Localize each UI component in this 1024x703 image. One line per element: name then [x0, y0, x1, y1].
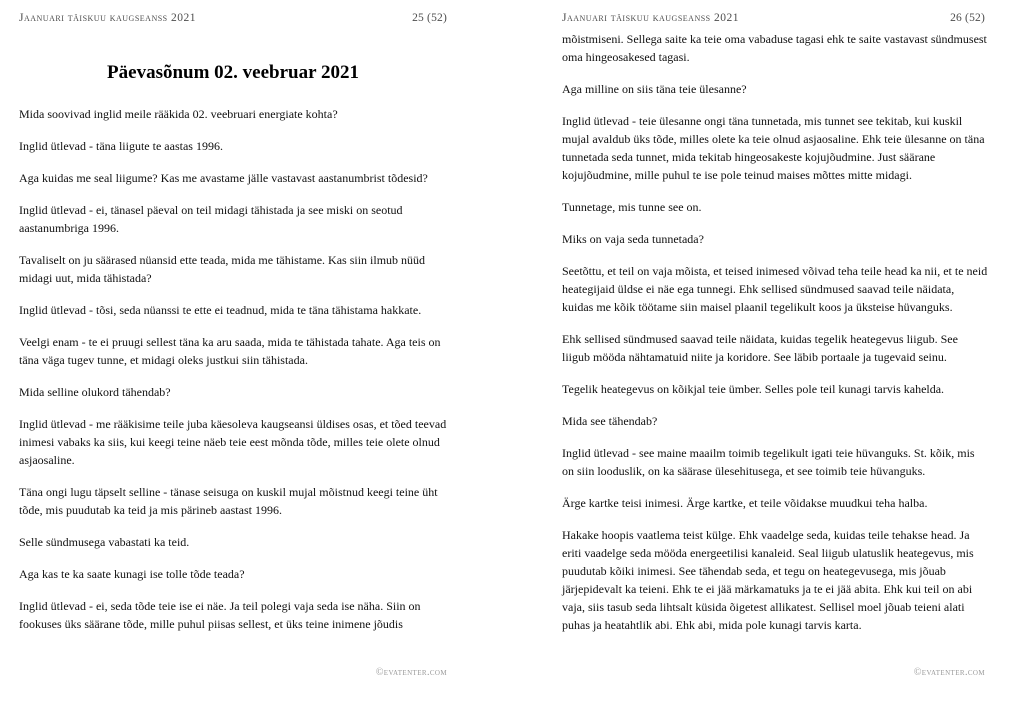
- paragraph: Aga milline on siis täna teie ülesanne?: [562, 82, 747, 96]
- paragraph: Tegelik heategevus on kõikjal teie ümber. Selles pole teil kunagi tarvis kahelda.: [562, 382, 945, 396]
- paragraph: Inglid ütlevad - ei, seda tõde teie ise ei näe. Ja teil polegi vaja seda ise näha. Siin on fookuses üks säärane tõde, mille puhul piisas sellest, et üks teine inimene jõudis: [19, 599, 421, 631]
- paragraph: Hakake hoopis vaatlema teist külge. Ehk vaadelge seda, kuidas teile tehakse head. Ja eriti vaadelge seda mööda energeetilisi kanaleid. Seal liigub ulatuslik heategevus, mis puudutab kõiki inimesi. See tähendab seda, et tegu on heategevusega, mis jõuab järjepidevalt ka teieni. Ehk te ei jää märkamatuks ja te ei jää abita. Ehk kui teil on abi vaja, siis tasub seda lihtsalt küsida õigetest allikatest. Sellisel moel jõuab teieni alati puhas ja heatahtlik abi. Ehk abi, mida pole kunagi tarvis karta.: [562, 528, 974, 632]
- paragraph: Tunnetage, mis tunne see on.: [562, 200, 702, 214]
- paragraph: Inglid ütlevad - täna liigute te aastas 1996.: [19, 139, 223, 153]
- running-header: [562, 12, 985, 24]
- paragraph: Seetõttu, et teil on vaja mõista, et teised inimesed võivad teha teile head ka nii, et te neid heategijaid üldse ei näe ega tunnegi. Ehk sellised sündmused saavad teile näidata, kuidas me kõik töötame siin maisel plaanil tegelikult koos ja üksteise hüvanguks.: [562, 264, 988, 314]
- paragraph: Täna ongi lugu täpselt selline - tänase seisuga on kuskil mujal mõistnud keegi teine üht tõde, mis puudutab ka teid ja mis pärineb aastast 1996.: [19, 485, 438, 517]
- paragraph: Selle sündmusega vabastati ka teid.: [19, 535, 190, 549]
- paragraph: Inglid ütlevad - see maine maailm toimib tegelikult igati teie hüvanguks. St. kõik, mis on siin looduslik, on ka säärase ülesehitusega, et see toimib teie hüvanguks.: [562, 446, 975, 478]
- running-header: [19, 12, 447, 24]
- page-number: 25 (52): [412, 12, 447, 24]
- paragraph: Ärge kartke teisi inimesi. Ärge kartke, et teile võidakse muudkui teha halba.: [562, 496, 928, 510]
- page-number: 26 (52): [950, 12, 985, 24]
- paragraph: Inglid ütlevad - teie ülesanne ongi täna tunnetada, mis tunnet see tekitab, kui kuskil mujal avaldub üks tõde, milles olete ka teie olnud asjaosaline. Ehk teie ülesanne on täna tunnetada seda tunnet, mida tekitab hingeosakeste kojujõudmine. Just säärane kojujõudmine, mille puhul te ise pole teinud maises mõttes mitte midagi.: [562, 114, 985, 182]
- paragraph: Miks on vaja seda tunnetada?: [562, 232, 704, 246]
- paragraph: Ehk sellised sündmused saavad teile näidata, kuidas tegelik heategevus liigub. See liigub mööda nähtamatuid niite ja koridore. See läbib portaale ja tugevaid seinu.: [562, 332, 958, 364]
- page-footer: ©evatenter.com: [375, 667, 447, 678]
- paragraph: Mida see tähendab?: [562, 414, 658, 428]
- paragraph: Mida selline olukord tähendab?: [19, 385, 171, 399]
- paragraph: Inglid ütlevad - me rääkisime teile juba käesoleva kaugseansi üldises osas, et tõed teevad inimesi vabaks ka siis, kui keegi teine näeb teie eest mõnda tõde, milles teie olete olnud asjaosaline.: [19, 417, 447, 467]
- paragraph: Veelgi enam - te ei pruugi sellest täna ka aru saada, mida te tähistada tahate. Aga teis on täna väga tugev tunne, et midagi oleks justkui siin tähistada.: [19, 335, 441, 367]
- paragraph: mõistmiseni. Sellega saite ka teie oma vabaduse tagasi ehk te saite vastavast sündmusest oma hingeosakesed tagasi.: [562, 32, 987, 64]
- page-right: [512, 0, 1024, 703]
- paragraph: Aga kuidas me seal liigume? Kas me avastame jälle vastavast aastanumbrist tõdesid?: [19, 171, 428, 185]
- paragraph: Aga kas te ka saate kunagi ise tolle tõde teada?: [19, 567, 245, 581]
- paragraph: Tavaliselt on ju säärased nüansid ette teada, mida me tähistame. Kas siin ilmub nüüd midagi uut, mida tähistada?: [19, 253, 426, 285]
- paragraph: Inglid ütlevad - ei, tänasel päeval on teil midagi tähistada ja see miski on seotud aastanumbriga 1996.: [19, 203, 403, 235]
- page-footer: ©evatenter.com: [913, 667, 985, 678]
- page-body: [19, 105, 455, 647]
- page-body: [562, 30, 988, 648]
- running-title: Jaanuari täiskuu kaugseanss 2021: [562, 12, 739, 24]
- paragraph: Mida soovivad inglid meile rääkida 02. veebruari energiate kohta?: [19, 107, 338, 121]
- paragraph: Inglid ütlevad - tõsi, seda nüanssi te ette ei teadnud, mida te täna tähistama hakkate.: [19, 303, 422, 317]
- running-title: Jaanuari täiskuu kaugseanss 2021: [19, 12, 196, 24]
- page-title: Päevasõnum 02. veebruar 2021: [107, 62, 359, 83]
